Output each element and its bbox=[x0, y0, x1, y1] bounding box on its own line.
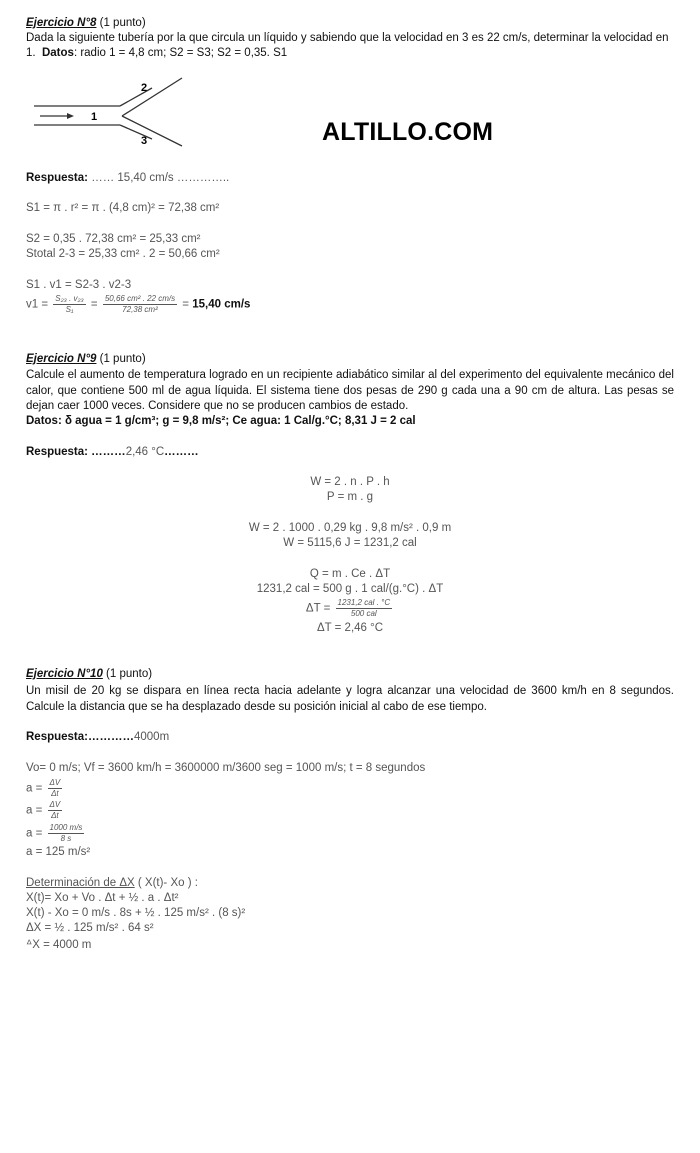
ex10-a-result: a = 125 m/s² bbox=[26, 846, 91, 858]
a-prefix: a = bbox=[26, 827, 43, 840]
ex10-calc-line: X(t)= Xo + Vo . Δt + ½ . a . Δt² bbox=[26, 892, 179, 904]
v1-equals-2: = bbox=[182, 298, 190, 311]
v1-equals: = bbox=[90, 298, 98, 311]
ex8-v1-formula bbox=[26, 294, 250, 315]
ex8-calc-line: S1 . v1 = S2-3 . v2-3 bbox=[26, 279, 132, 291]
ex10-calc-line: ᐞX = 4000 m bbox=[26, 939, 92, 951]
branch2-upper-edge bbox=[122, 78, 182, 116]
v1-fraction-2-den: 72,38 cm² bbox=[122, 305, 158, 314]
ex8-respuesta-value: …… 15,40 cm/s ………….. bbox=[91, 172, 230, 184]
a-fraction-2-num: ΔV bbox=[49, 800, 61, 809]
branch3-upper-edge bbox=[120, 125, 152, 139]
diagram-label-2: 2 bbox=[141, 82, 148, 94]
a-fraction-3-den: 8 s bbox=[60, 834, 72, 843]
ex8-statement-line2 bbox=[26, 47, 287, 59]
ex8-calc-line: Stotal 2-3 = 25,33 cm² . 2 = 50,66 cm² bbox=[26, 248, 220, 260]
a-fraction-1-num: ΔV bbox=[49, 778, 61, 787]
ex10-a-formula-1 bbox=[26, 778, 64, 799]
dt-prefix: ΔT = bbox=[305, 602, 331, 615]
ex9-calc-line: P = m . g bbox=[326, 491, 374, 503]
ex9-respuesta-value: 2,46 °C bbox=[125, 446, 165, 458]
ex9-calc-line: W = 2 . 1000 . 0,29 kg . 9,8 m/s² . 0,9 m bbox=[248, 522, 452, 534]
ex8-statement-line1: Dada la siguiente tubería por la que circula un líquido y sabiendo que la velocidad en 3 es 22 cm/s, determinar la velocidad en bbox=[26, 32, 669, 44]
a-prefix: a = bbox=[26, 782, 43, 795]
ex9-statement: Calcule el aumento de temperatura logrado en un recipiente adiabático similar al del experimento del equivalente mecánico del calor, que contiene 500 ml de agua líquida. El sistema tiene dos pesas de 290 g cada una a 90 cm de altura. Las pesas se dejan caer 1000 veces. Considere que no se producen cambios de estado. bbox=[26, 369, 674, 412]
a-fraction-3-num: 1000 m/s bbox=[49, 823, 83, 832]
ex9-points: (1 punto) bbox=[96, 353, 146, 365]
ex8-respuesta bbox=[26, 172, 229, 184]
ex9-respuesta bbox=[26, 446, 199, 458]
ex10-a-formula-2 bbox=[26, 800, 64, 821]
a-fraction-1-den: Δt bbox=[51, 789, 59, 798]
ex10-respuesta-value: 4000m bbox=[134, 731, 170, 743]
ex10-determ-heading bbox=[26, 877, 198, 889]
a-prefix: a = bbox=[26, 804, 43, 817]
v1-prefix: v1 = bbox=[26, 298, 49, 311]
v1-fraction-1 bbox=[53, 294, 85, 315]
ex8-title: Ejercicio N°8 bbox=[26, 17, 97, 29]
dt-fraction-den: 500 cal bbox=[350, 609, 377, 618]
a-fraction-3 bbox=[48, 823, 85, 844]
dt-fraction-num: 1231,2 cal . °C bbox=[337, 598, 391, 607]
ex9-calc-line: Q = m . Ce . ΔT bbox=[309, 568, 391, 580]
ex10-determ-tail: ( X(t)- Xo ) : bbox=[134, 877, 198, 889]
ex10-statement: Un misil de 20 kg se dispara en línea recta hacia adelante y logra alcanzar una velocidad de 3600 km/h en 8 segundos. Calcule la distancia que se ha desplazado desde su posición inicial al cabo de ese tiempo. bbox=[26, 685, 674, 713]
diagram-label-3: 3 bbox=[141, 135, 148, 147]
ex10-respuesta-label: Respuesta:………… bbox=[26, 731, 134, 743]
v1-fraction-1-num: S₂₃ . v₂₃ bbox=[55, 294, 84, 303]
ex10-a-formula-3 bbox=[26, 823, 86, 844]
v1-result: 15,40 cm/s bbox=[192, 298, 251, 311]
ex9-datos: Datos: δ agua = 1 g/cm³; g = 9,8 m/s²; Ce agua: 1 Cal/g.°C; 8,31 J = 2 cal bbox=[26, 415, 416, 427]
ex8-statement-prefix: 1. bbox=[26, 47, 36, 59]
ex8-heading bbox=[26, 17, 146, 29]
branch2-lower-edge bbox=[120, 88, 152, 106]
ex9-calc-line: W = 5115,6 J = 1231,2 cal bbox=[283, 537, 417, 549]
ex9-title: Ejercicio N°9 bbox=[26, 353, 97, 365]
ex8-datos-text: : radio 1 = 4,8 cm; S2 = S3; S2 = 0,35. S1 bbox=[73, 47, 288, 59]
ex10-calc-line: X(t) - Xo = 0 m/s . 8s + ½ . 125 m/s² . (8 s)² bbox=[26, 907, 246, 919]
ex9-respuesta-tail: ……… bbox=[164, 446, 199, 458]
a-fraction-2-den: Δt bbox=[51, 811, 59, 820]
diagram-label-1: 1 bbox=[91, 111, 98, 123]
ex9-dt-result: ΔT = 2,46 °C bbox=[316, 622, 384, 634]
v1-fraction-1-den: S₁ bbox=[65, 305, 74, 314]
ex9-heading bbox=[26, 353, 146, 365]
ex10-title: Ejercicio N°10 bbox=[26, 668, 103, 680]
ex8-points: (1 punto) bbox=[96, 17, 146, 29]
pipe-diagram bbox=[34, 76, 194, 148]
ex10-calc-line: ΔX = ½ . 125 m/s² . 64 s² bbox=[26, 922, 154, 934]
ex10-determ-title: Determinación de ΔX bbox=[26, 877, 135, 889]
ex10-data-line: Vo= 0 m/s; Vf = 3600 km/h = 3600000 m/3600 seg = 1000 m/s; t = 8 segundos bbox=[26, 762, 426, 774]
watermark: ALTILLO.COM bbox=[322, 118, 494, 146]
ex9-calc-line: W = 2 . n . P . h bbox=[310, 476, 390, 488]
branch3-lower-edge bbox=[122, 116, 182, 146]
ex10-respuesta bbox=[26, 731, 169, 743]
flow-arrow-icon bbox=[67, 113, 74, 119]
ex10-heading bbox=[26, 668, 152, 680]
ex10-points: (1 punto) bbox=[102, 668, 153, 680]
v1-fraction-2 bbox=[103, 294, 177, 315]
a-fraction-2 bbox=[48, 800, 63, 821]
ex8-datos-label: Datos bbox=[41, 47, 74, 59]
v1-fraction-2-num: 50,66 cm² . 22 cm/s bbox=[104, 294, 176, 303]
ex8-calc-line: S1 = π . r² = π . (4,8 cm)² = 72,38 cm² bbox=[26, 202, 220, 214]
ex8-respuesta-label: Respuesta: bbox=[26, 172, 88, 184]
a-fraction-1 bbox=[48, 778, 63, 799]
dt-fraction bbox=[336, 598, 393, 619]
ex9-dt-formula bbox=[0, 598, 700, 619]
ex9-respuesta-label: Respuesta: ……… bbox=[26, 446, 126, 458]
ex9-calc-line: 1231,2 cal = 500 g . 1 cal/(g.°C) . ΔT bbox=[256, 583, 444, 595]
ex8-calc-line: S2 = 0,35 . 72,38 cm² = 25,33 cm² bbox=[26, 233, 201, 245]
